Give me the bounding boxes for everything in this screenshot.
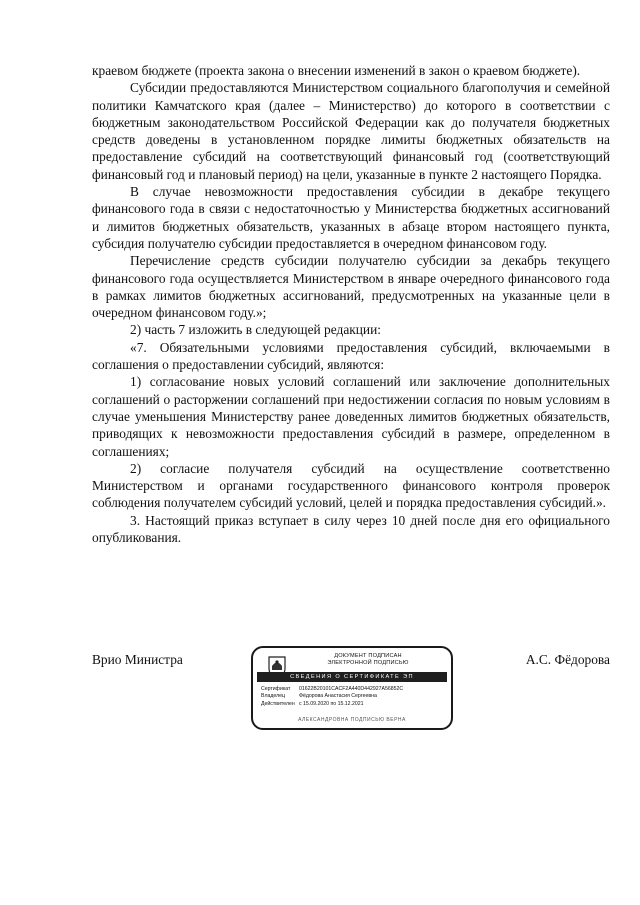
signature-position: Врио Министра: [92, 652, 183, 667]
stamp-key: Владелец: [261, 693, 285, 700]
stamp-value: с 15.09.2020 по 15.12.2021: [299, 700, 364, 707]
stamp-key: Действителен: [261, 700, 295, 707]
stamp-title-line-1: ДОКУМЕНТ ПОДПИСАН: [334, 653, 402, 659]
electronic-signature-stamp: [251, 646, 453, 730]
stamp-row-owner: [261, 693, 447, 700]
signature-name: А.С. Фёдорова: [525, 652, 610, 667]
stamp-footer: АЛЕКСАНДРОВНА ПОДПИСЬЮ ВЕРНА: [298, 717, 406, 723]
paragraph-7: 1) согласование новых условий соглашений или заключение дополнительных соглашений о расторжении соглашений при недостижении согласия по новым условиям в случае уменьшения Министерству ранее доведенных лимитов бюджетных обязательств, приводящих к невозможности предоставления субсидий в размере, определенном в соглашениях;: [92, 374, 610, 459]
stamp-row-certificate: [261, 686, 447, 693]
paragraph-9: 3. Настоящий приказ вступает в силу через 10 дней после дня его официального опубликования.: [92, 512, 610, 546]
stamp-value: Фёдорова Анастасия Сергеевна: [299, 693, 377, 700]
stamp-row-validity: [261, 701, 447, 708]
stamp-value: 01622B20101CACF2A440D442927A56852C: [299, 686, 404, 692]
paragraph-4: Перечисление средств субсидии получателю субсидии за декабрь текущего финансового года осуществляется Министерством в январе очередного финансового года в рамках лимитов бюджетных ассигнований, предусмотренных на указанные цели в очередном финансовом году.»;: [92, 253, 610, 321]
stamp-title: [293, 653, 443, 667]
stamp-certificate-header: СВЕДЕНИЯ О СЕРТИФИКАТЕ ЭП: [257, 672, 447, 682]
stamp-certificate-details: [261, 686, 447, 708]
stamp-key: Сертификат: [261, 686, 291, 692]
paragraph-2: Субсидии предоставляются Министерством социального благополучия и семейной политики Камчатского края (далее – Министерство) до которого в соответствии с бюджетным законодательством Российской Федерации как до получателя бюджетных средств доведены в установленном порядке лимиты бюджетных обязательств на предоставление субсидий на соответствующий финансовый год (соответствующий финансовый год и плановый период) на цели, указанные в пункте 2 настоящего Порядка.: [92, 80, 610, 182]
paragraph-1: краевом бюджете (проекта закона о внесении изменений в закон о краевом бюджете).: [92, 63, 581, 78]
stamp-title-line-2: ЭЛЕКТРОННОЙ ПОДПИСЬЮ: [327, 660, 409, 666]
paragraph-8: 2) согласие получателя субсидий на осуществление соответственно Министерством и органами государственного финансового контроля проверок соблюдения получателем субсидий условий, целей и порядка предоставления субсидий.».: [92, 460, 610, 511]
document-body: [92, 62, 610, 546]
paragraph-6: «7. Обязательными условиями предоставления субсидий, включаемыми в соглашения о предоставлении субсидий, являются:: [92, 339, 610, 373]
paragraph-3: В случае невозможности предоставления субсидии в декабре текущего финансового года в связи с недостаточностью у Министерства бюджетных ассигнований и лимитов бюджетных обязательств, указанных в абзаце втором настоящего пункта, субсидия получателю субсидии предоставляется в очередном финансовом году.: [92, 184, 610, 251]
paragraph-5: 2) часть 7 изложить в следующей редакции:: [130, 322, 381, 338]
